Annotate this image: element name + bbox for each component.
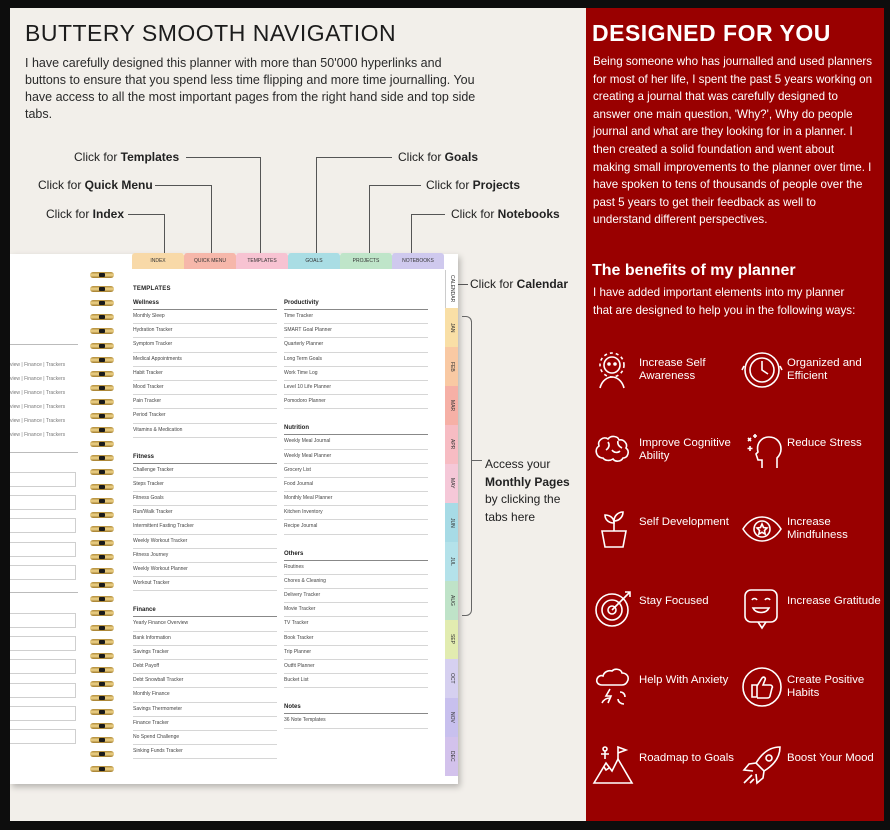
link-workout-tracker[interactable]: Workout Tracker (133, 577, 277, 591)
section-notes: Notes (284, 704, 428, 714)
rocket-icon (740, 743, 784, 787)
benefit-self-development: Self Development (592, 507, 740, 557)
benefit-mindfulness: Increase Mindfulness (740, 507, 884, 557)
benefit-reduce-stress: Reduce Stress (740, 428, 884, 478)
previous-page-edge (10, 270, 88, 782)
tab-apr[interactable]: APR (445, 425, 458, 464)
month-tab-rail (445, 270, 458, 776)
benefit-gratitude: Increase Gratitude (740, 586, 884, 636)
clock-icon (740, 348, 784, 392)
link-hydration-tracker[interactable]: Hydration Tracker (133, 324, 277, 338)
link-debt-snowball[interactable]: Debt Snowball Tracker (133, 674, 277, 688)
link-kitchen-inventory[interactable]: Kitchen Inventory (284, 506, 428, 520)
spiral-ring (90, 709, 114, 715)
page-title: TEMPLATES (133, 286, 171, 292)
link-trip-planner[interactable]: Trip Planner (284, 646, 428, 660)
link-outfit-planner[interactable]: Outfit Planner (284, 660, 428, 674)
link-time-tracker[interactable]: Time Tracker (284, 310, 428, 324)
designed-title: DESIGNED FOR YOU (592, 20, 831, 46)
link-long-term-goals[interactable]: Long Term Goals (284, 353, 428, 367)
link-symptom-tracker[interactable]: Symptom Tracker (133, 338, 277, 352)
section-others: Others (284, 551, 428, 561)
tab-templates[interactable]: TEMPLATES (236, 253, 288, 269)
link-chores-cleaning[interactable]: Chores & Cleaning (284, 575, 428, 589)
spiral-ring (90, 568, 114, 574)
benefit-habits: Create Positive Habits (740, 665, 884, 715)
spiral-ring (90, 498, 114, 504)
edge-row: view | Finance | Trackers (10, 404, 66, 410)
tab-jun[interactable]: JUN (445, 503, 458, 542)
spiral-ring (90, 328, 114, 334)
index-callout: Click for Index (46, 207, 125, 221)
link-quarterly-planner[interactable]: Quarterly Planner (284, 338, 428, 352)
link-monthly-meal-planner[interactable]: Monthly Meal Planner (284, 492, 428, 506)
link-recipe-journal[interactable]: Recipe Journal (284, 520, 428, 534)
tab-may[interactable]: MAY (445, 464, 458, 503)
calendar-callout: Click for Calendar (470, 277, 569, 291)
link-grocery-list[interactable]: Grocery List (284, 464, 428, 478)
edge-row: view | Finance | Trackers (10, 432, 66, 438)
spiral-ring (90, 625, 114, 631)
link-debt-payoff[interactable]: Debt Payoff (133, 660, 277, 674)
section-fitness: Fitness (133, 454, 277, 464)
link-medical-appointments[interactable]: Medical Appointments (133, 353, 277, 367)
link-period-tracker[interactable]: Period Tracker (133, 409, 277, 423)
link-weekly-meal-planner[interactable]: Weekly Meal Planner (284, 450, 428, 464)
navigation-panel (10, 8, 586, 821)
link-mood-tracker[interactable]: Mood Tracker (133, 381, 277, 395)
link-weekly-meal-journal[interactable]: Weekly Meal Journal (284, 435, 428, 449)
link-smart-goal-planner[interactable]: SMART Goal Planner (284, 324, 428, 338)
tab-nov[interactable]: NOV (445, 698, 458, 737)
link-monthly-finance[interactable]: Monthly Finance (133, 688, 277, 702)
link-weekly-workout-tracker[interactable]: Weekly Workout Tracker (133, 535, 277, 549)
spiral-ring (90, 314, 114, 320)
spiral-ring (90, 653, 114, 659)
spiral-ring (90, 766, 114, 772)
link-savings-tracker[interactable]: Savings Tracker (133, 646, 277, 660)
templates-column-1 (133, 300, 277, 759)
link-vitamins-medication[interactable]: Vitamins & Medication (133, 424, 277, 438)
link-bucket-list[interactable]: Bucket List (284, 674, 428, 688)
benefit-focused: Stay Focused (592, 586, 740, 636)
link-steps-tracker[interactable]: Steps Tracker (133, 478, 277, 492)
spiral-ring (90, 371, 114, 377)
benefit-mood: Boost Your Mood (740, 743, 884, 793)
link-tv-tracker[interactable]: TV Tracker (284, 617, 428, 631)
spiral-ring (90, 751, 114, 757)
target-icon (592, 586, 636, 630)
templates-column-2 (284, 300, 428, 729)
tab-notebooks[interactable]: NOTEBOOKS (392, 253, 444, 269)
quick-menu-callout: Click for Quick Menu (38, 178, 153, 192)
plant-pot-icon (592, 507, 636, 551)
storm-cloud-icon (592, 665, 636, 709)
tab-sep[interactable]: SEP (445, 620, 458, 659)
mountain-flag-icon (592, 743, 636, 787)
smile-bubble-icon (740, 586, 784, 630)
benefit-cognitive: Improve Cognitive Ability (592, 428, 740, 478)
link-challenge-tracker[interactable]: Challenge Tracker (133, 464, 277, 478)
edge-row: view | Finance | Trackers (10, 362, 66, 368)
link-level-10-life[interactable]: Level 10 Life Planner (284, 381, 428, 395)
tab-dec[interactable]: DEC (445, 737, 458, 776)
navigation-intro: I have carefully designed this planner with more than 50'000 hyperlinks and buttons to ensure that you spend less time flipping and more time journalling. You have access to all the most important pages from the right hand side and top side tabs. (25, 56, 476, 121)
frame (10, 8, 884, 821)
benefit-self-awareness: Increase Self Awareness (592, 348, 740, 398)
tab-projects[interactable]: PROJECTS (340, 253, 392, 269)
spiral-ring (90, 300, 114, 306)
link-no-spend-challenge[interactable]: No Spend Challenge (133, 731, 277, 745)
spiral-binding (90, 272, 114, 782)
spiral-ring (90, 610, 114, 616)
link-food-journal[interactable]: Food Journal (284, 478, 428, 492)
tab-quick-menu[interactable]: QUICK MENU (184, 253, 236, 269)
benefit-roadmap: Roadmap to Goals (592, 743, 740, 793)
eye-star-icon (740, 507, 784, 551)
spiral-ring (90, 512, 114, 518)
link-yearly-finance-overview[interactable]: Yearly Finance Overview (133, 617, 277, 631)
thumbs-up-icon (740, 665, 784, 709)
spiral-ring (90, 413, 114, 419)
spiral-ring (90, 737, 114, 743)
benefits-title: The benefits of my planner (592, 262, 796, 279)
tab-aug[interactable]: AUG (445, 581, 458, 620)
link-pain-tracker[interactable]: Pain Tracker (133, 395, 277, 409)
spiral-ring (90, 582, 114, 588)
edge-row: view | Finance | Trackers (10, 390, 66, 396)
notebooks-callout: Click for Notebooks (451, 207, 560, 221)
spiral-ring (90, 639, 114, 645)
link-intermittent-fasting[interactable]: Intermittent Fasting Tracker (133, 520, 277, 534)
spiral-ring (90, 385, 114, 391)
spiral-ring (90, 469, 114, 475)
benefit-anxiety: Help With Anxiety (592, 665, 740, 715)
spiral-ring (90, 357, 114, 363)
tab-mar[interactable]: MAR (445, 386, 458, 425)
tab-jan[interactable]: JAN (445, 308, 458, 347)
top-tabs (132, 253, 444, 269)
tab-calendar[interactable]: CALENDAR (445, 270, 458, 308)
head-sparkle-icon (740, 428, 784, 472)
edge-row: view | Finance | Trackers (10, 376, 66, 382)
section-finance: Finance (133, 607, 277, 617)
link-pomodoro-planner[interactable]: Pomodoro Planner (284, 395, 428, 409)
link-book-tracker[interactable]: Book Tracker (284, 632, 428, 646)
link-36-note-templates[interactable]: 36 Note Templates (284, 714, 428, 728)
spiral-ring (90, 455, 114, 461)
spiral-ring (90, 667, 114, 673)
link-weekly-workout-planner[interactable]: Weekly Workout Planner (133, 563, 277, 577)
link-run-walk-tracker[interactable]: Run/Walk Tracker (133, 506, 277, 520)
spiral-ring (90, 343, 114, 349)
spiral-ring (90, 596, 114, 602)
spiral-ring (90, 540, 114, 546)
link-routines[interactable]: Routines (284, 561, 428, 575)
spiral-ring (90, 399, 114, 405)
goals-callout: Click for Goals (398, 150, 479, 164)
tab-oct[interactable]: OCT (445, 659, 458, 698)
link-monthly-sleep[interactable]: Monthly Sleep (133, 310, 277, 324)
edge-row: view | Finance | Trackers (10, 418, 66, 424)
benefits-intro: I have added important elements into my planner that are designed to help you in the following ways: (593, 286, 856, 317)
link-savings-thermometer[interactable]: Savings Thermometer (133, 703, 277, 717)
projects-callout: Click for Projects (426, 178, 521, 192)
link-sinking-funds[interactable]: Sinking Funds Tracker (133, 745, 277, 759)
link-fitness-journey[interactable]: Fitness Journey (133, 549, 277, 563)
section-wellness: Wellness (133, 300, 277, 310)
spiral-ring (90, 441, 114, 447)
navigation-title: BUTTERY SMOOTH NAVIGATION (25, 20, 397, 46)
month-tabs-bracket (462, 316, 472, 616)
spiral-ring (90, 695, 114, 701)
link-finance-tracker[interactable]: Finance Tracker (133, 717, 277, 731)
spiral-ring (90, 723, 114, 729)
spiral-ring (90, 272, 114, 278)
tab-index[interactable]: INDEX (132, 253, 184, 269)
templates-callout: Click for Templates (74, 150, 180, 164)
section-productivity: Productivity (284, 300, 428, 310)
spiral-ring (90, 681, 114, 687)
bracket-tick (472, 460, 482, 461)
brain-icon (592, 428, 636, 472)
link-habit-tracker[interactable]: Habit Tracker (133, 367, 277, 381)
spiral-ring (90, 484, 114, 490)
link-work-time-log[interactable]: Work Time Log (284, 367, 428, 381)
section-nutrition: Nutrition (284, 425, 428, 435)
designed-intro: Being someone who has journalled and used planners for most of her life, I spent the past 5 years working on creating a journal that was carefully designed to answer one main question, 'Why?', Why do people journal and what are they looking for in a planner. I then created a solid foundation and went about making small improvements to the planner over time. I have spoken to tens of thousands of people over the past 5 years to get their feedback as well to understand different perspectives. (593, 55, 873, 227)
monthly-pages-callout: Access your Monthly Pages by clicking the tabs here (485, 457, 570, 524)
benefit-organized: Organized and Efficient (740, 348, 884, 398)
link-bank-information[interactable]: Bank Information (133, 632, 277, 646)
tab-feb[interactable]: FEB (445, 347, 458, 386)
spiral-ring (90, 286, 114, 292)
spiral-ring (90, 427, 114, 433)
spiral-ring (90, 526, 114, 532)
spiral-ring (90, 554, 114, 560)
self-awareness-icon (592, 348, 636, 392)
tab-goals[interactable]: GOALS (288, 253, 340, 269)
tab-jul[interactable]: JUL (445, 542, 458, 581)
designed-for-you-panel (586, 8, 884, 821)
link-movie-tracker[interactable]: Movie Tracker (284, 603, 428, 617)
link-delivery-tracker[interactable]: Delivery Tracker (284, 589, 428, 603)
link-fitness-goals[interactable]: Fitness Goals (133, 492, 277, 506)
